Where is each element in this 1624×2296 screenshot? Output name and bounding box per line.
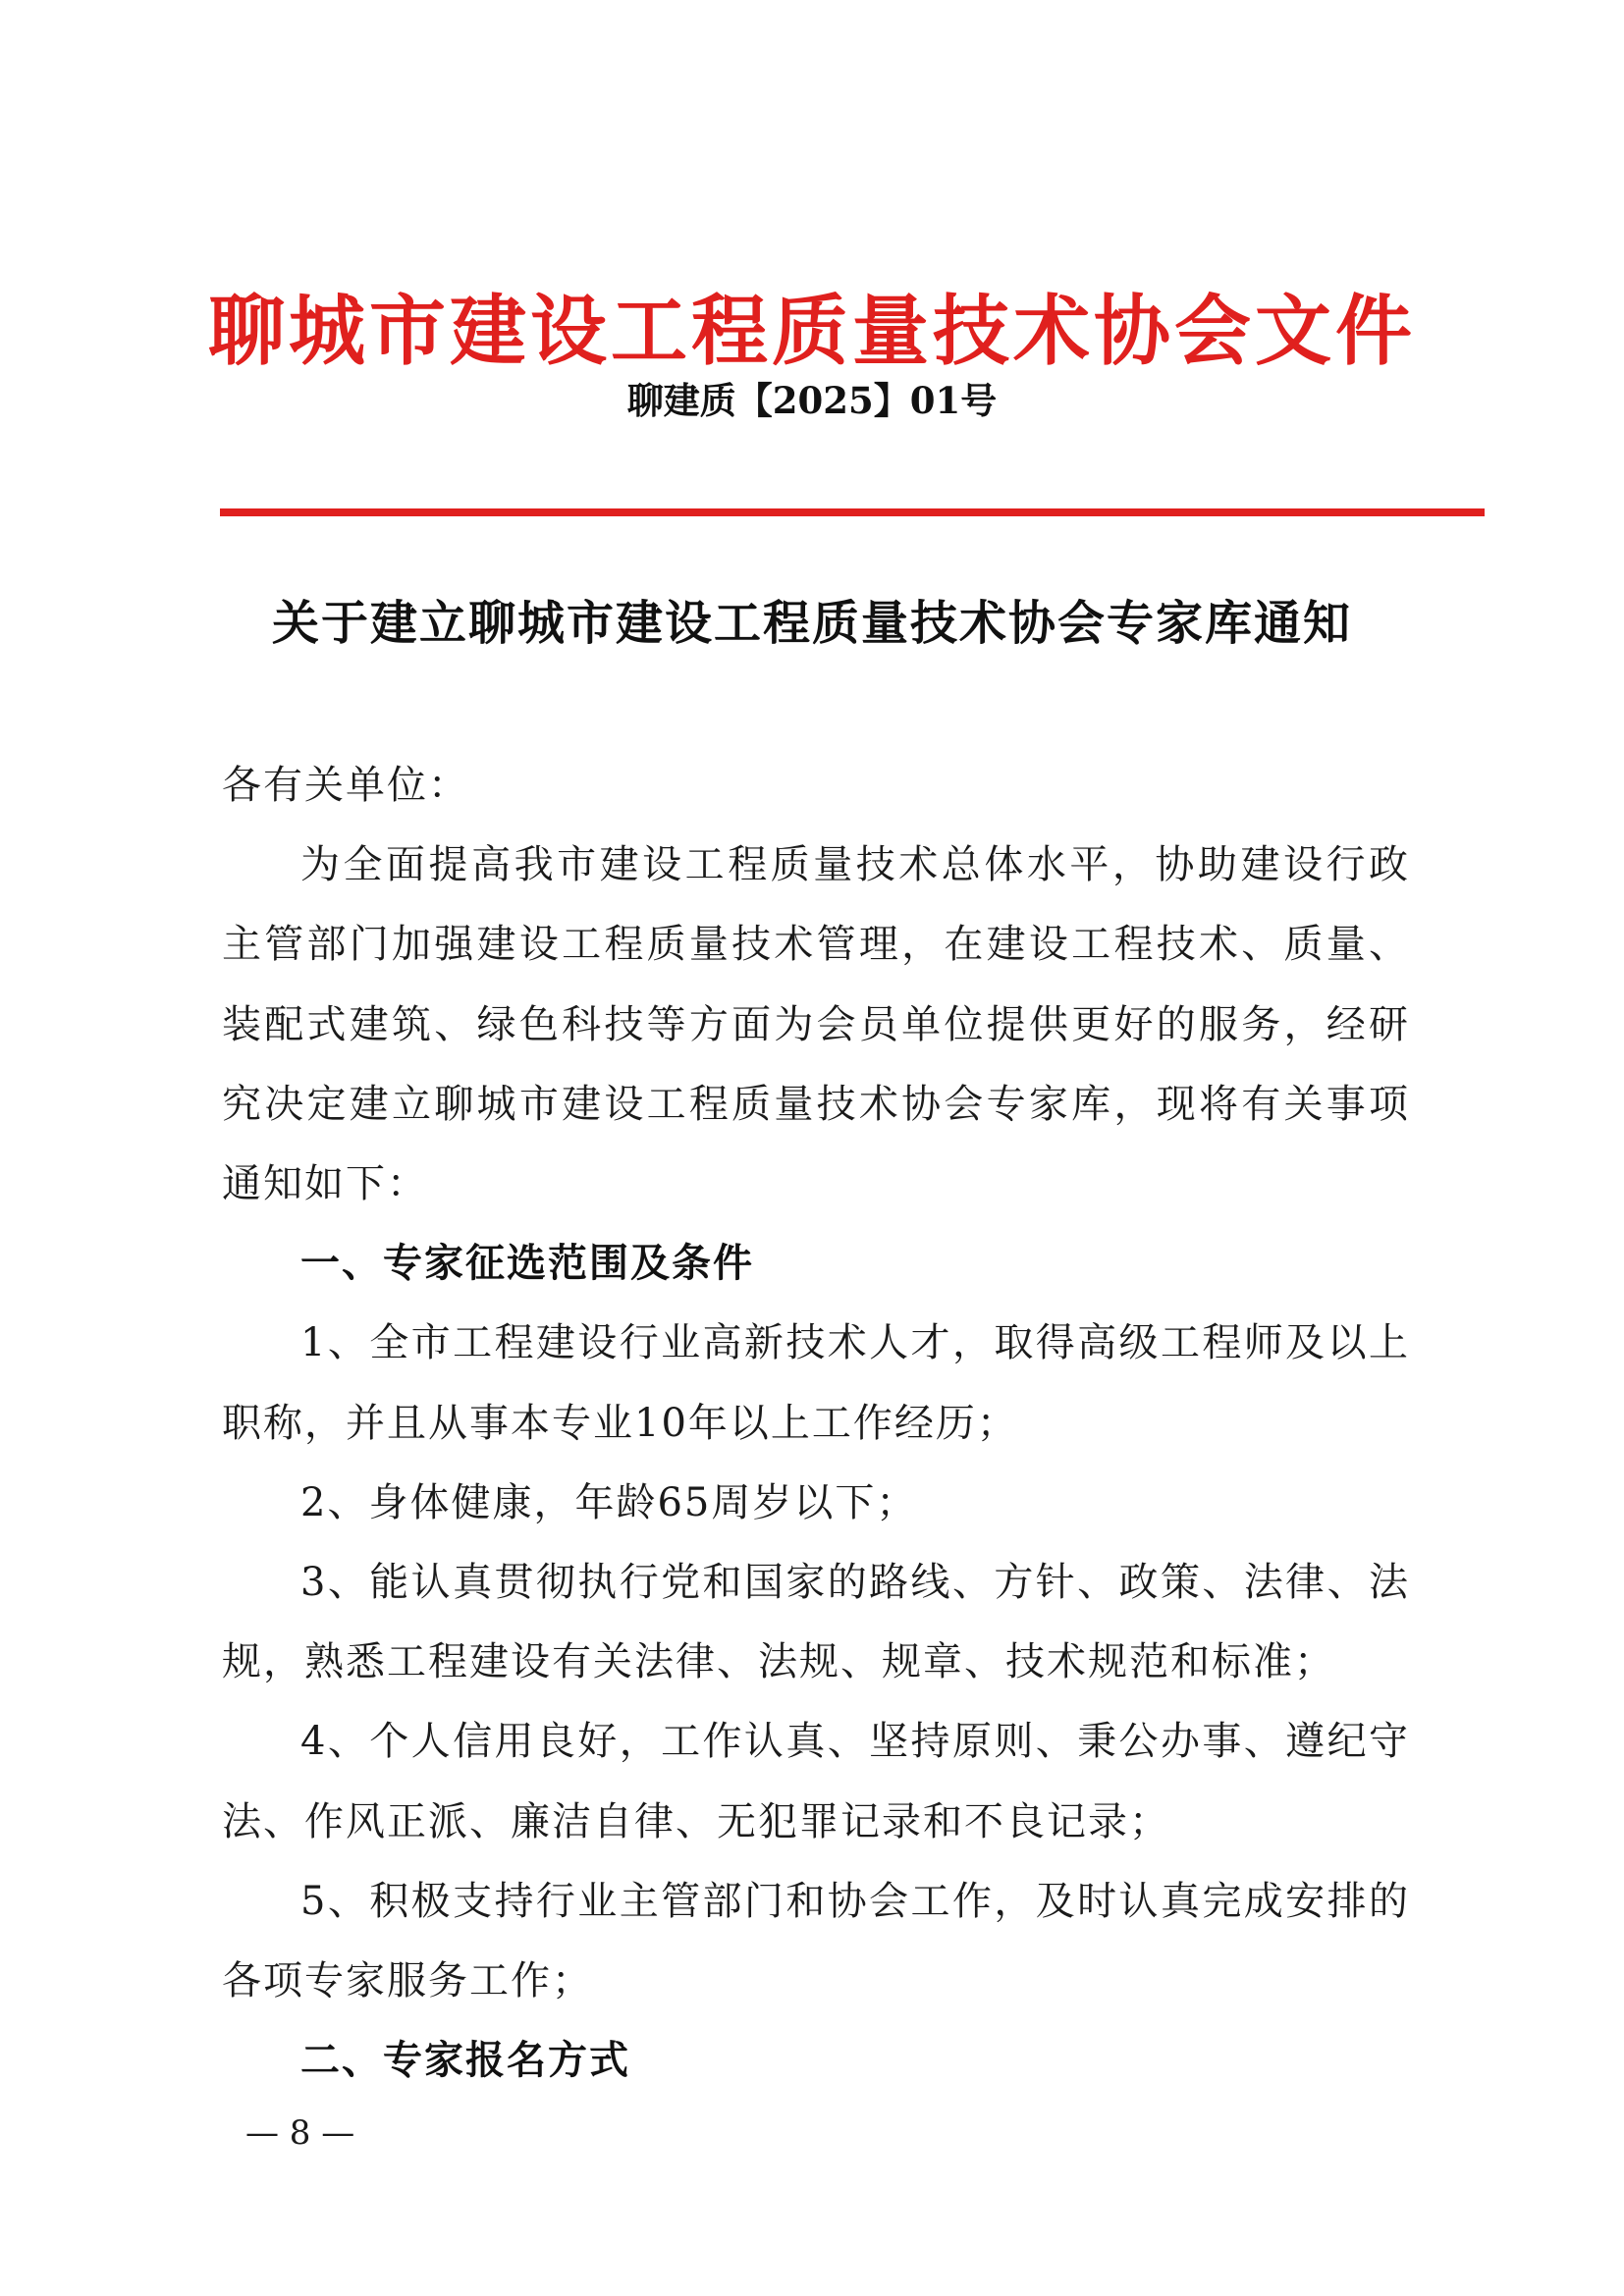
list-item: 1、全市工程建设行业高新技术人才，取得高级工程师及以上职称，并且从事本专业10年以上工作经历； (222, 1320, 1410, 1446)
intro-paragraph: 为全面提高我市建设工程质量技术总体水平，协助建设行政主管部门加强建设工程质量技术管理，在建设工程技术、质量、装配式建筑、绿色科技等方面为会员单位提供更好的服务，经研究决定建立聊城市建设工程质量技术协会专家库，现将有关事项通知如下： (222, 842, 1410, 1207)
list-item: 5、积极支持行业主管部门和协会工作，及时认真完成安排的各项专家服务工作； (222, 1878, 1410, 2004)
document-number: 聊建质【2025】01号 (626, 379, 998, 422)
page-number: — 8 — (245, 2113, 355, 2153)
list-item: 4、个人信用良好，工作认真、坚持原则、秉公办事、遵纪守法、作风正派、廉洁自律、无犯罪记录和不良记录； (222, 1719, 1410, 1844)
notice-body (222, 746, 1410, 2101)
red-divider-line (220, 508, 1485, 516)
section-heading-1: 一、专家征选范围及条件 (300, 1241, 754, 1287)
section-heading-2: 二、专家报名方式 (300, 2038, 630, 2084)
salutation: 各有关单位： (222, 763, 469, 808)
notice-title: 关于建立聊城市建设工程质量技术协会专家库通知 (271, 596, 1352, 651)
list-item: 2、身体健康，年龄65周岁以下； (300, 1479, 918, 1525)
letterhead-title: 聊城市建设工程质量技术协会文件 (207, 288, 1416, 376)
list-item: 3、能认真贯彻执行党和国家的路线、方针、政策、法律、法规，熟悉工程建设有关法律、法规、规章、技术规范和标准； (222, 1560, 1410, 1685)
